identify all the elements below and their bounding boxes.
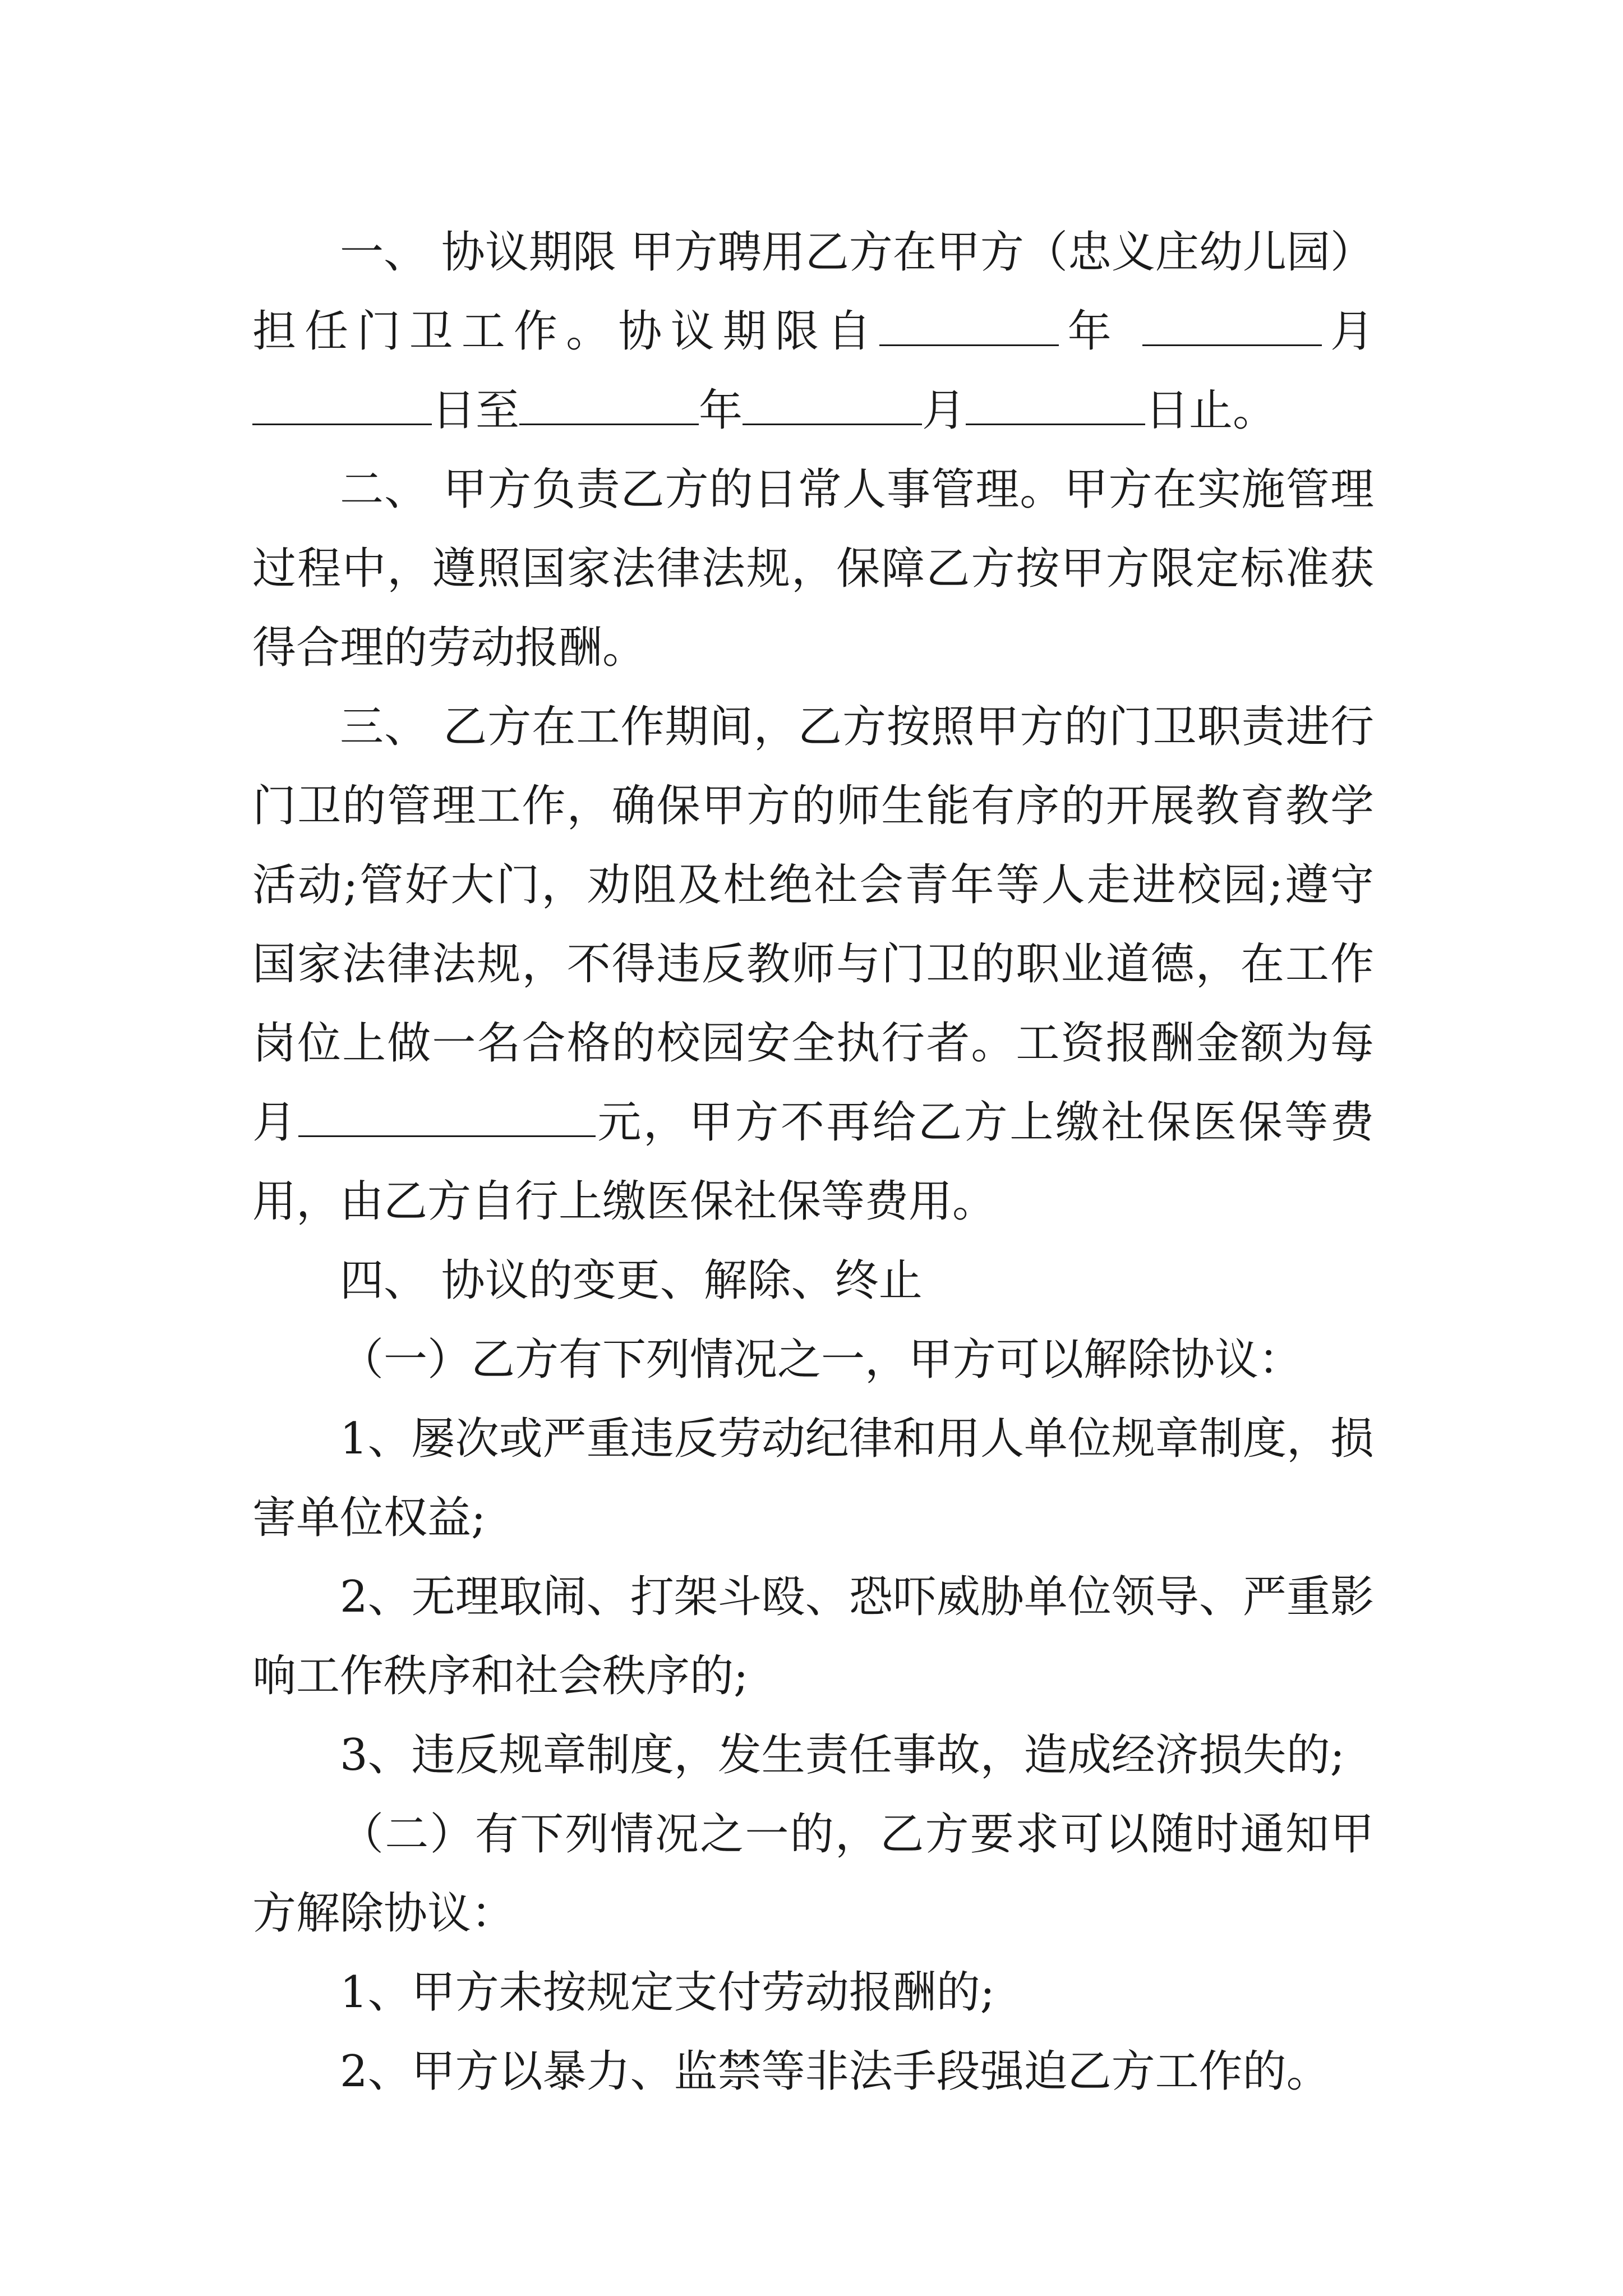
- clause-4-heading: 四、 协议的变更、解除、终止: [340, 1255, 923, 1306]
- blank-end-month[interactable]: [743, 384, 922, 425]
- clause-4-2-heading: （二）有下列情况之一的，乙方要求可以随时通知甲方解除协议：: [252, 1809, 1374, 1939]
- clause-4-1-item: 2、无理取闹、打架斗殴、恐吓威胁单位领导、严重影响工作秩序和社会秩序的;: [252, 1572, 1374, 1701]
- label-day-to: 日至: [432, 385, 520, 436]
- label-end-year: 年: [699, 385, 743, 436]
- clause-4-2-item: 1、甲方未按规定支付劳动报酬的;: [340, 1967, 995, 2018]
- label-end-day: 日止。: [1145, 385, 1277, 436]
- clause-4-1-item: 3、违反规章制度，发生责任事故，造成经济损失的;: [340, 1730, 1345, 1780]
- blank-salary-amount[interactable]: [298, 1096, 596, 1137]
- clause-3-duties: [252, 688, 1374, 1241]
- clause-2-management: 二、 甲方负责乙方的日常人事管理。甲方在实施管理过程中，遵照国家法律法规，保障乙方按甲方限定标准获得合理的劳动报酬。: [252, 464, 1374, 673]
- label-year: 年: [1059, 306, 1120, 357]
- clause-1-term: [252, 213, 1374, 450]
- clause-4-1-heading: （一）乙方有下列情况之一，甲方可以解除协议：: [340, 1335, 1303, 1385]
- clause-3-text-tail: 元，甲方不再给乙方上缴社保医保等费用，由乙方自行上缴医保社保等费用。: [252, 1097, 1374, 1227]
- label-month: 月: [1321, 306, 1374, 357]
- blank-start-year[interactable]: [879, 305, 1059, 346]
- blank-start-day[interactable]: [252, 384, 432, 425]
- clause-3-text: 三、 乙方在工作期间，乙方按照甲方的门卫职责进行门卫的管理工作，确保甲方的师生能有序的开展教育教学活动;管好大门，劝阻及杜绝社会青年等人走进校园;遵守国家法律法规，不得违反教师与门卫的职业道德，在工作岗位上做一名合格的校园安全执行者。工资报酬金额为每月: [252, 702, 1374, 1148]
- blank-start-month[interactable]: [1142, 305, 1322, 346]
- label-end-month: 月: [922, 385, 966, 436]
- document-body: [252, 213, 1374, 2111]
- clause-4-1-item: 1、屡次或严重违反劳动纪律和用人单位规章制度，损害单位权益;: [252, 1414, 1374, 1543]
- clause-4-2-item: 2、甲方以暴力、监禁等非法手段强迫乙方工作的。: [340, 2046, 1330, 2097]
- blank-end-day[interactable]: [966, 384, 1145, 425]
- blank-end-year[interactable]: [519, 384, 699, 425]
- clause-1-text: 一、 协议期限 甲方聘用乙方在甲方（忠义庄幼儿园）担任门卫工作。协议期限自: [252, 227, 1374, 357]
